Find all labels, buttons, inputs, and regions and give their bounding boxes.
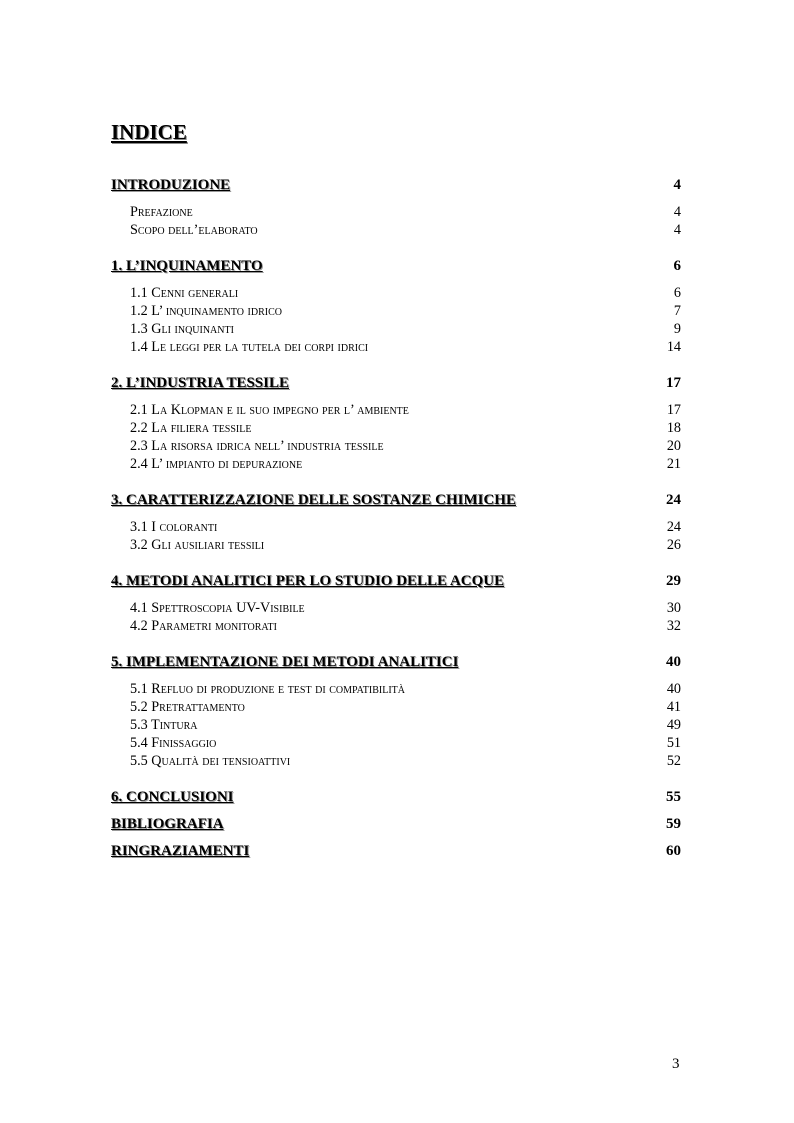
- toc-entry[interactable]: [130, 698, 681, 716]
- toc-section-page: 29: [666, 573, 681, 589]
- toc-section-title: 4. METODI ANALITICI PER LO STUDIO DELLE ACQUE: [111, 573, 505, 589]
- toc-section-heading[interactable]: [111, 652, 681, 672]
- toc-section-title: 2. L’INDUSTRIA TESSILE: [111, 375, 290, 391]
- toc-entry-label: 2.2 La filiera tessile: [130, 420, 252, 436]
- toc-section-title: 3. CARATTERIZZAZIONE DELLE SOSTANZE CHIMICHE: [111, 492, 516, 508]
- toc-entry-label: 4.2 Parametri monitorati: [130, 618, 277, 634]
- toc-entry-label: 1.3 Gli inquinanti: [130, 321, 234, 337]
- toc-entry-label: 3.1 I coloranti: [130, 519, 218, 535]
- toc-section-page: 4: [673, 177, 681, 193]
- toc-entry-label: 5.1 Refluo di produzione e test di compatibilità: [130, 681, 405, 697]
- toc-section-page: 24: [666, 492, 681, 508]
- toc-section-title: 1. L’INQUINAMENTO: [111, 258, 263, 274]
- toc-entry[interactable]: [130, 734, 681, 752]
- toc-entry-label: 2.4 L’ impianto di depurazione: [130, 456, 303, 472]
- toc-entry-label: 5.3 Tintura: [130, 717, 198, 733]
- toc-entry[interactable]: [130, 617, 681, 635]
- toc-section-heading[interactable]: [111, 175, 681, 195]
- toc-entry-page: 30: [666, 600, 681, 616]
- toc-section-title: INTRODUZIONE: [111, 177, 231, 193]
- toc-entry-page: 7: [673, 303, 681, 319]
- toc-section-title: 5. IMPLEMENTAZIONE DEI METODI ANALITICI: [111, 654, 459, 670]
- toc-entry[interactable]: [130, 437, 681, 455]
- toc-entry[interactable]: [130, 455, 681, 473]
- toc-entry-list: [130, 599, 681, 635]
- toc-section-heading[interactable]: [111, 373, 681, 393]
- toc-entry-label: 5.5 Qualità dei tensioattivi: [130, 753, 291, 769]
- toc-section-heading[interactable]: [111, 841, 681, 861]
- toc-section: [111, 787, 681, 807]
- toc-entry-label: Prefazione: [130, 204, 193, 220]
- toc-entry-page: 51: [666, 735, 681, 751]
- toc-section-heading[interactable]: [111, 571, 681, 591]
- toc-entry[interactable]: [130, 203, 681, 221]
- toc-entry-page: 49: [666, 717, 681, 733]
- toc-entry-page: 4: [673, 222, 681, 238]
- toc-section: [111, 256, 681, 356]
- toc-entry-label: 5.2 Pretrattamento: [130, 699, 245, 715]
- toc-entry-label: 3.2 Gli ausiliari tessili: [130, 537, 265, 553]
- toc-section-page: 59: [666, 816, 681, 832]
- table-of-contents: [111, 175, 681, 868]
- toc-entry[interactable]: [130, 680, 681, 698]
- toc-section-page: 40: [666, 654, 681, 670]
- toc-section: [111, 571, 681, 635]
- toc-entry[interactable]: [130, 320, 681, 338]
- toc-section-title: RINGRAZIAMENTI: [111, 843, 250, 859]
- toc-entry[interactable]: [130, 221, 681, 239]
- page-title: INDICE: [111, 120, 187, 144]
- toc-entry-page: 40: [666, 681, 681, 697]
- toc-entry-page: 41: [666, 699, 681, 715]
- toc-entry-label: 1.4 Le leggi per la tutela dei corpi idrici: [130, 339, 369, 355]
- toc-entry-page: 18: [666, 420, 681, 436]
- toc-entry[interactable]: [130, 599, 681, 617]
- toc-section-page: 60: [666, 843, 681, 859]
- toc-entry-list: [130, 401, 681, 473]
- toc-section: [111, 490, 681, 554]
- toc-entry-list: [130, 284, 681, 356]
- toc-entry[interactable]: [130, 302, 681, 320]
- toc-section-heading[interactable]: [111, 814, 681, 834]
- toc-entry-page: 52: [666, 753, 681, 769]
- toc-entry-label: 1.1 Cenni generali: [130, 285, 239, 301]
- toc-section-heading[interactable]: [111, 787, 681, 807]
- toc-entry[interactable]: [130, 419, 681, 437]
- toc-entry-page: 17: [666, 402, 681, 418]
- toc-entry-list: [130, 203, 681, 239]
- toc-entry-list: [130, 518, 681, 554]
- toc-entry[interactable]: [130, 518, 681, 536]
- toc-section: [111, 814, 681, 834]
- toc-section-title: BIBLIOGRAFIA: [111, 816, 224, 832]
- toc-entry-label: 4.1 Spettroscopia UV-Visibile: [130, 600, 305, 616]
- toc-entry-label: 1.2 L’ inquinamento idrico: [130, 303, 282, 319]
- toc-entry-page: 4: [673, 204, 681, 220]
- toc-section-heading[interactable]: [111, 490, 681, 510]
- toc-entry-page: 9: [673, 321, 681, 337]
- toc-entry-label: Scopo dell’elaborato: [130, 222, 258, 238]
- toc-entry-list: [130, 680, 681, 770]
- toc-entry-page: 26: [666, 537, 681, 553]
- toc-entry[interactable]: [130, 401, 681, 419]
- toc-section-page: 17: [666, 375, 681, 391]
- toc-section-page: 55: [666, 789, 681, 805]
- toc-section-heading[interactable]: [111, 256, 681, 276]
- toc-entry[interactable]: [130, 536, 681, 554]
- toc-section: [111, 652, 681, 770]
- toc-entry-page: 20: [666, 438, 681, 454]
- page-number: 3: [672, 1056, 680, 1072]
- toc-section-page: 6: [673, 258, 681, 274]
- toc-entry[interactable]: [130, 716, 681, 734]
- toc-entry-page: 14: [666, 339, 681, 355]
- toc-entry[interactable]: [130, 284, 681, 302]
- toc-entry-label: 5.4 Finissaggio: [130, 735, 217, 751]
- toc-entry[interactable]: [130, 338, 681, 356]
- toc-entry-page: 24: [666, 519, 681, 535]
- toc-entry-label: 2.1 La Klopman e il suo impegno per l’ ambiente: [130, 402, 409, 418]
- toc-entry-label: 2.3 La risorsa idrica nell’ industria tessile: [130, 438, 384, 454]
- toc-section: [111, 373, 681, 473]
- toc-section: [111, 841, 681, 861]
- toc-entry-page: 6: [673, 285, 681, 301]
- toc-section-title: 6. CONCLUSIONI: [111, 789, 234, 805]
- toc-entry-page: 32: [666, 618, 681, 634]
- toc-entry-page: 21: [666, 456, 681, 472]
- toc-section: [111, 175, 681, 239]
- toc-entry[interactable]: [130, 752, 681, 770]
